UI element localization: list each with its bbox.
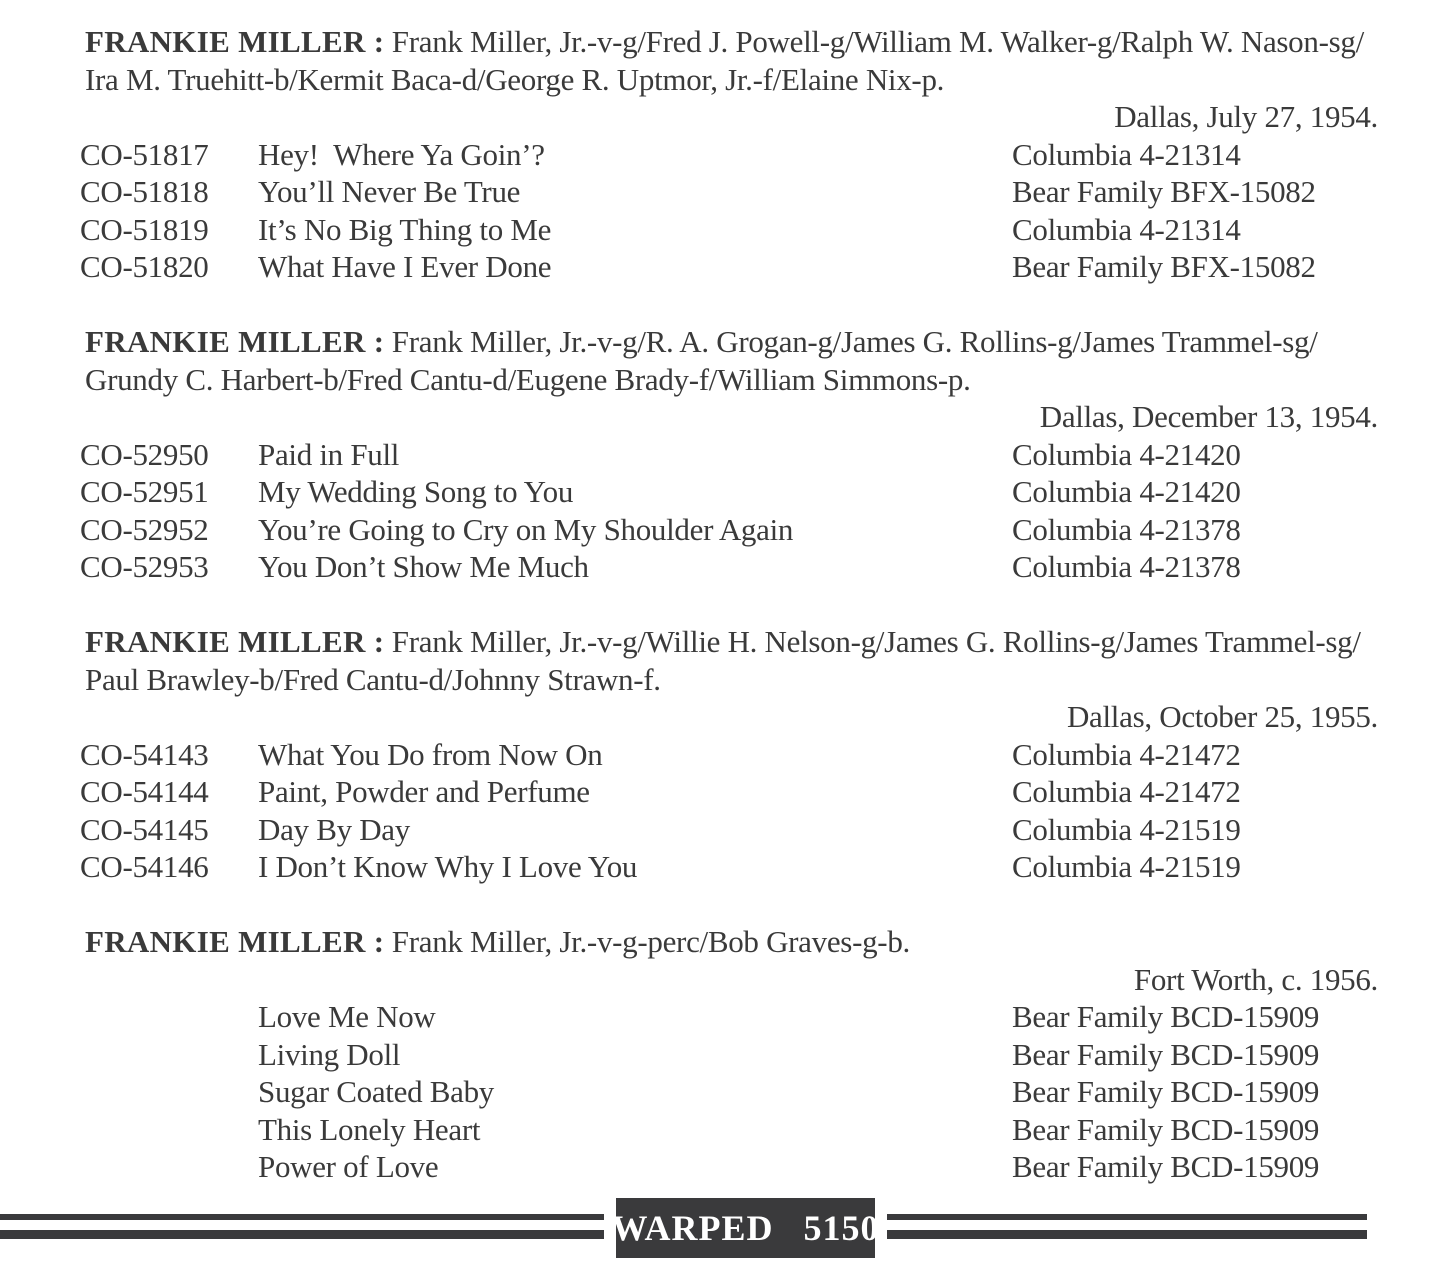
personnel-line [0,623,1430,661]
artist-name: FRANKIE MILLER : [85,924,385,959]
record-label: Columbia 4-21314 [1012,136,1241,172]
record-label: Bear Family BFX-15082 [1012,174,1316,209]
matrix-number: CO-52951 [80,474,209,509]
track-row [80,811,1430,849]
session-date: Dallas, December 13, 1954. [1039,399,1378,434]
song-title: What You Do from Now On [258,736,603,772]
record-label: Bear Family BCD-15909 [1012,999,1320,1034]
song-title: It’s No Big Thing to Me [258,211,552,247]
personnel-line [0,323,1430,361]
song-title: You’ll Never Be True [258,174,521,209]
track-row [80,173,1430,211]
artist-name: FRANKIE MILLER : [85,624,385,659]
record-label: Bear Family BCD-15909 [1012,1036,1320,1072]
song-title: Paint, Powder and Perfume [258,774,590,809]
matrix-number: CO-54146 [80,849,209,884]
record-label: Bear Family BCD-15909 [1012,1111,1320,1147]
matrix-number: CO-51818 [80,174,209,209]
track-row [80,1073,1430,1111]
song-title: Paid in Full [258,436,400,472]
matrix-number [80,1148,258,1186]
personnel-line [0,923,1430,961]
session-date: Dallas, October 25, 1955. [1066,699,1378,734]
matrix-number [80,998,258,1036]
record-label: Columbia 4-21519 [1012,811,1241,847]
song-title: Hey! Where Ya Goin’? [258,136,545,172]
track-list [0,436,1430,586]
session-block [0,323,1430,586]
track-list [0,136,1430,286]
record-label: Columbia 4-21472 [1012,736,1241,772]
song-title: I Don’t Know Why I Love You [258,849,638,884]
record-label: Bear Family BFX-15082 [1012,249,1316,284]
track-row [80,473,1430,511]
track-row [80,548,1430,586]
track-row [80,436,1430,474]
record-label: Bear Family BCD-15909 [1012,1149,1320,1184]
track-row [80,773,1430,811]
track-row [80,211,1430,249]
song-title: You’re Going to Cry on My Shoulder Again [258,511,794,547]
matrix-number [80,1036,258,1074]
matrix-number: CO-52950 [80,436,209,472]
record-label: Columbia 4-21314 [1012,211,1241,247]
record-label: Columbia 4-21420 [1012,436,1241,472]
session-block [0,623,1430,886]
record-label: Columbia 4-21378 [1012,549,1241,584]
track-row [80,736,1430,774]
record-label: Columbia 4-21420 [1012,474,1241,509]
song-title: Power of Love [258,1149,439,1184]
song-title: What Have I Ever Done [258,249,552,284]
track-list [0,998,1430,1186]
matrix-number: CO-52952 [80,511,209,547]
track-row [80,1148,1430,1186]
track-row [80,511,1430,549]
catalog-plate [611,1198,880,1258]
personnel-line: Grundy C. Harbert-b/Fred Cantu-d/Eugene Brady-f/William Simmons-p. [85,361,971,397]
record-label: Columbia 4-21378 [1012,511,1241,547]
artist-name: FRANKIE MILLER : [85,24,385,59]
catalog-number: 5150 [803,1208,880,1248]
song-title: Living Doll [258,1036,401,1072]
personnel-text: Frank Miller, Jr.-v-g/R. A. Grogan-g/James G. Rollins-g/James Trammel-sg/ [391,324,1318,359]
personnel-text: Frank Miller, Jr.-v-g/Willie H. Nelson-g/James G. Rollins-g/James Trammel-sg/ [391,624,1361,659]
song-title: Day By Day [258,811,410,847]
matrix-number: CO-54144 [80,774,209,809]
matrix-number: CO-54145 [80,811,209,847]
personnel-line: Paul Brawley-b/Fred Cantu-d/Johnny Strawn-f. [85,661,661,697]
song-title: This Lonely Heart [258,1111,481,1147]
session-date: Dallas, July 27, 1954. [1114,99,1378,134]
personnel-text: Frank Miller, Jr.-v-g/Fred J. Powell-g/William M. Walker-g/Ralph W. Nason-sg/ [391,24,1364,59]
song-title: Sugar Coated Baby [258,1074,494,1109]
record-label: Columbia 4-21472 [1012,774,1241,809]
track-row [80,1111,1430,1149]
track-row [80,848,1430,886]
matrix-number [80,1073,258,1111]
matrix-number: CO-51820 [80,249,209,284]
song-title: Love Me Now [258,999,436,1034]
personnel-text: Frank Miller, Jr.-v-g-perc/Bob Graves-g-b. [391,924,910,959]
track-list [0,736,1430,886]
personnel-line [0,23,1430,61]
track-row [80,248,1430,286]
catalog-label: WARPED [611,1208,774,1248]
song-title: You Don’t Show Me Much [258,549,589,584]
track-row [80,998,1430,1036]
session-date: Fort Worth, c. 1956. [1133,961,1378,997]
session-block [0,923,1430,1186]
matrix-number: CO-52953 [80,549,209,584]
personnel-line: Ira M. Truehitt-b/Kermit Baca-d/George R. Uptmor, Jr.-f/Elaine Nix-p. [85,61,945,97]
record-label: Columbia 4-21519 [1012,849,1241,884]
matrix-number: CO-51817 [80,136,209,172]
artist-name: FRANKIE MILLER : [85,324,385,359]
matrix-number: CO-54143 [80,736,209,772]
track-row [80,136,1430,174]
session-block [0,23,1430,286]
record-label: Bear Family BCD-15909 [1012,1074,1320,1109]
matrix-number [80,1111,258,1149]
song-title: My Wedding Song to You [258,474,574,509]
matrix-number: CO-51819 [80,211,209,247]
track-row [80,1036,1430,1074]
